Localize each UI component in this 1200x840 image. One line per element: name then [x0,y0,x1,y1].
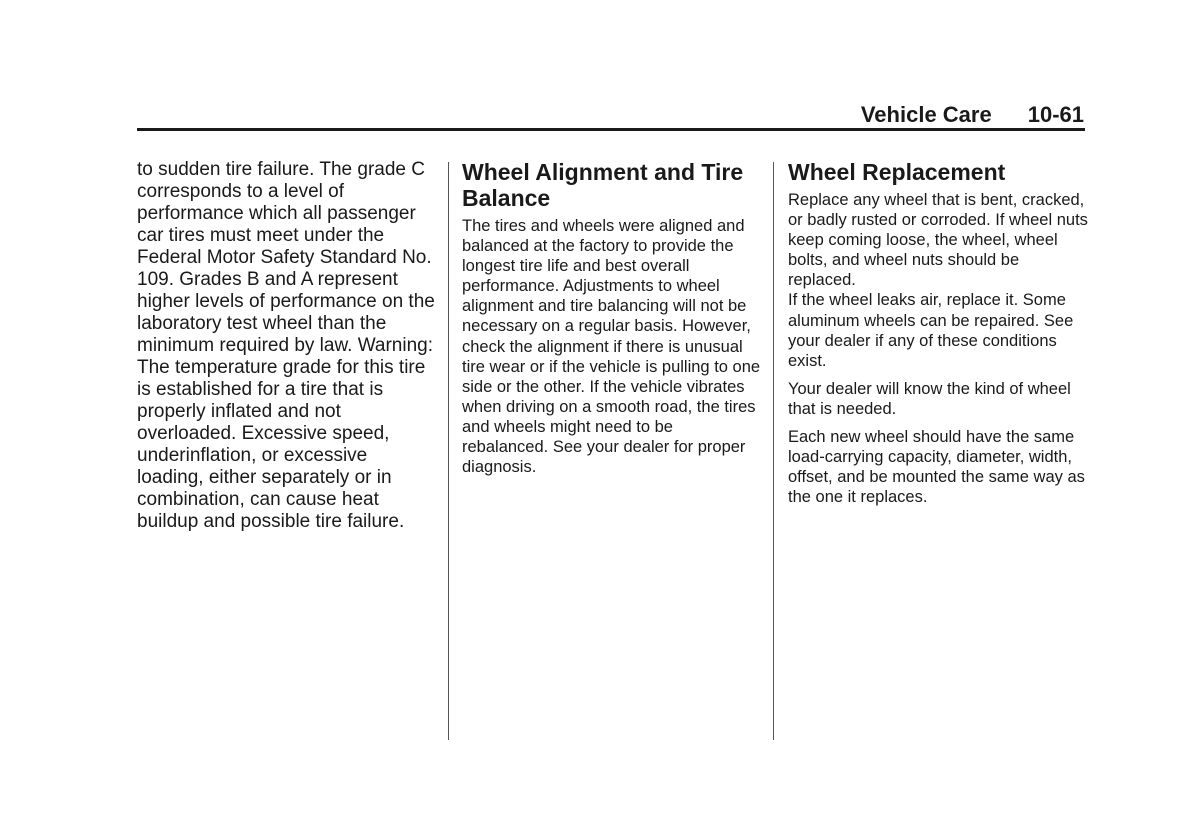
section-title: Vehicle Care [860,102,992,127]
paragraph: If the wheel leaks air, replace it. Some aluminum wheels can be repaired. See your dealer if any of these conditions exist. [788,291,1074,370]
paragraph: Your dealer will know the kind of wheel that is needed. [788,379,1071,418]
page-header [861,102,1084,128]
column-1-text: to sudden tire failure. The grade C corresponds to a level of performance which all passenger car tires must meet under the Federal Motor Safety Standard No. 109. Grades B and A represent higher levels of performance on the laboratory test wheel than the minimum required by law. Warning: The temperature grade for this tire is established for a tire that is properly inflated and not overloaded. Excessive speed, underinflation, or excessive loading, either separately or in combination, can cause heat buildup and possible tire failure. [137,159,435,532]
paragraph: The tires and wheels were aligned and balanced at the factory to provide the longest tire life and best overall performance. Adjustments to wheel alignment and tire balancing will not be necessary on a regular basis. However, check the alignment if there is unusual tire wear or if the vehicle is pulling to one side or the other. If the vehicle vibrates when driving on a smooth road, the tires and wheels might need to be rebalanced. See your dealer for proper diagnosis. [462,217,761,477]
section-heading-wheel-replacement: Wheel Replacement [788,159,1006,185]
page-number: 10-61 [1027,102,1084,127]
column-divider [448,162,449,740]
column-2 [462,159,762,485]
paragraph: Each new wheel should have the same load-carrying capacity, diameter, width, offset, and be mounted the same way as the one it replaces. [788,428,1085,507]
header-rule [137,128,1085,131]
column-3 [788,159,1088,515]
paragraph: Replace any wheel that is bent, cracked, or badly rusted or corroded. If wheel nuts keep coming loose, the wheel, wheel bolts, and wheel nuts should be replaced. [788,191,1088,290]
column-divider [773,162,774,740]
section-heading-wheel-alignment: Wheel Alignment and Tire Balance [462,159,744,211]
column-1 [137,159,439,533]
